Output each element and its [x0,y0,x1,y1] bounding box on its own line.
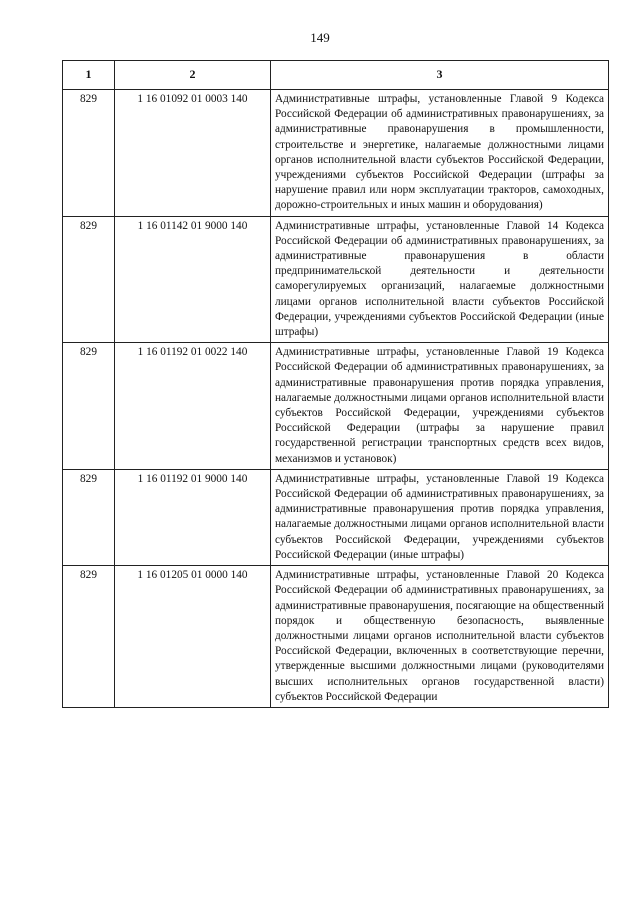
description-cell: Административные штрафы, установленные Главой 14 Кодекса Российской Федерации об административных правонарушениях, за административные правонарушения в области предпринимательской деятельности и деятельности саморегулируемых организаций, налагаемые должностными лицами органов исполнительной власти субъектов Российской Федерации, учреждениями субъектов Российской Федерации (иные штрафы) [271,216,609,343]
budget-codes-table [62,60,609,708]
administrator-code-cell: 829 [63,566,115,708]
description-cell: Административные штрафы, установленные Главой 9 Кодекса Российской Федерации об административных правонарушениях, за административные правонарушения в промышленности, строительстве и энергетике, налагаемые должностными лицами органов исполнительной власти субъектов Российской Федерации, учреждениями субъектов Российской Федерации (штрафы за нарушение правил или норм эксплуатации тракторов, самоходных, дорожно-строительных и иных машин и оборудования) [271,90,609,217]
column-header-2: 2 [115,61,271,90]
budget-code-cell: 1 16 01092 01 0003 140 [115,90,271,217]
budget-code-cell: 1 16 01205 01 0000 140 [115,566,271,708]
table-row [63,566,609,708]
budget-code-cell: 1 16 01142 01 9000 140 [115,216,271,343]
description-cell: Административные штрафы, установленные Главой 19 Кодекса Российской Федерации об административных правонарушениях, за административные правонарушения против порядка управления, налагаемые должностными лицами органов исполнительной власти субъектов Российской Федерации, учреждениями субъектов Российской Федерации (иные штрафы) [271,469,609,565]
table-row [63,216,609,343]
description-cell: Административные штрафы, установленные Главой 19 Кодекса Российской Федерации об административных правонарушениях, за административные правонарушения против порядка управления, налагаемые должностными лицами органов исполнительной власти субъектов Российской Федерации, учреждениями субъектов Российской Федерации (штрафы за нарушение правил государственной регистрации транспортных средств всех видов, механизмов и установок) [271,343,609,470]
administrator-code-cell: 829 [63,90,115,217]
table-row [63,469,609,565]
administrator-code-cell: 829 [63,343,115,470]
table-row [63,343,609,470]
column-header-1: 1 [63,61,115,90]
description-cell: Административные штрафы, установленные Главой 20 Кодекса Российской Федерации об административных правонарушениях, за административные правонарушения, посягающие на общественный порядок и общественную безопасность, выявленные должностными лицами органов исполнительной власти субъектов Российской Федерации, включенных в соответствующие перечни, утвержденные высшими должностными лицами (руководителями высших исполнительных органов государственной власти) субъектов Российской Федерации [271,566,609,708]
budget-code-cell: 1 16 01192 01 0022 140 [115,343,271,470]
administrator-code-cell: 829 [63,216,115,343]
table-header-row [63,61,609,90]
table-row [63,90,609,217]
budget-code-cell: 1 16 01192 01 9000 140 [115,469,271,565]
column-header-3: 3 [271,61,609,90]
page-number: 149 [310,30,330,45]
administrator-code-cell: 829 [63,469,115,565]
